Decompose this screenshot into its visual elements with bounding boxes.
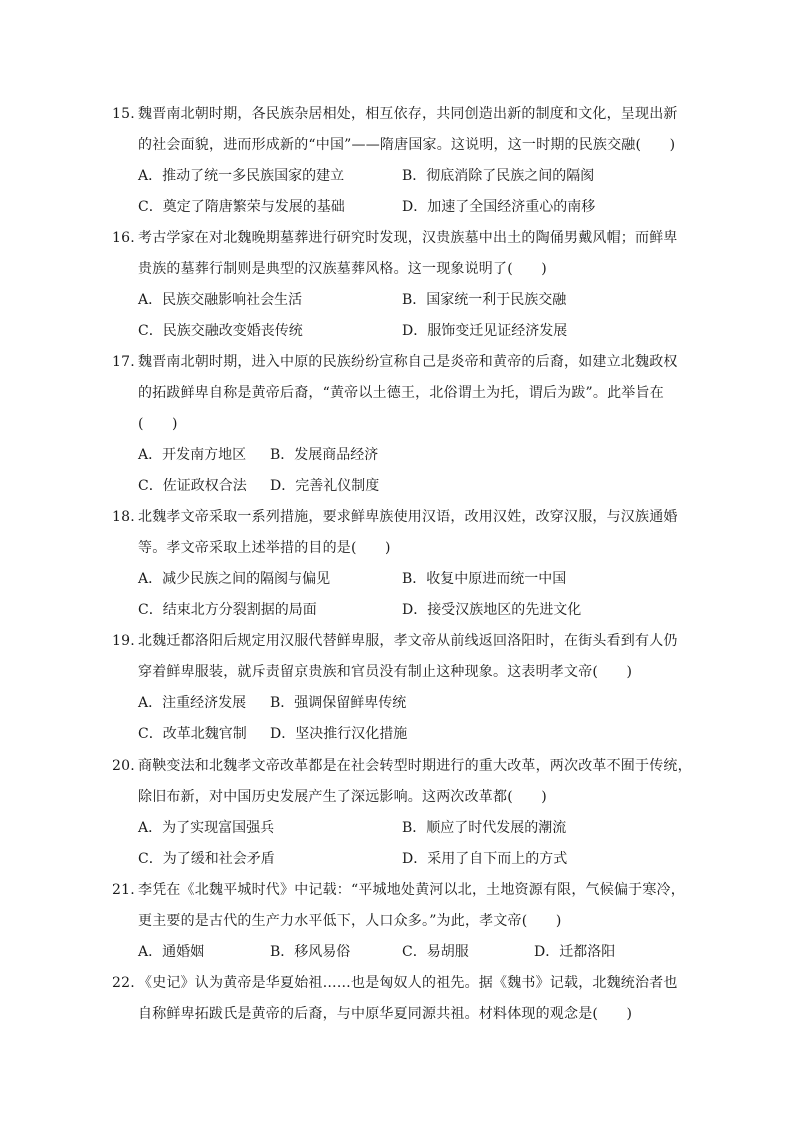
option-a: A．注重经济发展 [138, 695, 247, 711]
question-stem-line: ( ) [138, 416, 178, 432]
question-stem-line: 的拓跋鲜卑自称是黄帝后裔，“黄帝以土德王，北俗谓土为托，谓后为跋”。此举旨在 [138, 385, 664, 401]
option-b: B．国家统一利于民族交融 [402, 292, 567, 308]
question-number: 17. [112, 354, 135, 370]
option-a: A．为了实现富国强兵 [138, 820, 275, 836]
option-b: B．移风易俗 [270, 944, 351, 960]
option-c: C．易胡服 [402, 944, 469, 960]
question-number: 18. [112, 509, 135, 525]
option-b: B．顺应了时代发展的潮流 [402, 820, 567, 836]
question-stem-line: 《史记》认为黄帝是华夏始祖……也是匈奴人的祖先。据《魏书》记载，北魏统治者也 [138, 975, 678, 991]
option-d: D．坚决推行汉化措施 [270, 726, 408, 742]
option-b: B．发展商品经济 [270, 447, 379, 463]
question-stem-line: 自称鲜卑拓跋氏是黄帝的后裔，与中原华夏同源共祖。材料体现的观念是( ) [138, 1006, 633, 1022]
question-number: 19. [112, 633, 135, 649]
question-stem-line: 考古学家在对北魏晚期墓葬进行研究时发现，汉贵族墓中出土的陶俑男戴风帽；而鲜卑 [138, 230, 678, 246]
question-number: 21. [112, 882, 135, 898]
question-stem-line: 李凭在《北魏平城时代》中记载：“平城地处黄河以北，土地资源有限，气候偏于寒冷， [138, 882, 685, 898]
option-c: C．民族交融改变婚丧传统 [138, 323, 303, 339]
question-stem-line: 商鞅变法和北魏孝文帝改革都是在社会转型时期进行的重大改革，两次改革不囿于传统， [138, 758, 692, 774]
question-stem-line: 北魏迁都洛阳后规定用汉服代替鲜卑服，孝文帝从前线返回洛阳时，在街头看到有人仍 [138, 633, 678, 649]
option-d: D．完善礼仪制度 [270, 478, 380, 494]
option-c: C．改革北魏官制 [138, 726, 247, 742]
option-a: A．民族交融影响社会生活 [138, 292, 303, 308]
question-stem-line: 等。孝文帝采取上述举措的目的是( ) [138, 540, 391, 556]
question-stem-line: 更主要的是古代的生产力水平低下，人口众多。”为此，孝文帝( ) [138, 913, 562, 929]
option-a: A．减少民族之间的隔阂与偏见 [138, 571, 331, 587]
question-stem-line: 15. [112, 106, 135, 122]
question-stem-line: 的社会面貌，进而形成新的“中国”——隋唐国家。这说明，这一时期的民族交融( ) [138, 137, 676, 153]
option-d: D．服饰变迁见证经济发展 [402, 323, 568, 339]
question-number: 16. [112, 230, 135, 246]
option-d: D．迁都洛阳 [534, 944, 616, 960]
question-stem-line: 魏晋南北朝时期，各民族杂居相处，相互依存，共同创造出新的制度和文化，呈现出新 [138, 106, 678, 122]
option-b: B．强调保留鲜卑传统 [270, 695, 407, 711]
option-d: D．接受汉族地区的先进文化 [402, 602, 582, 618]
option-b: B．收复中原进而统一中国 [402, 571, 567, 587]
option-c: C．为了缓和社会矛盾 [138, 851, 275, 867]
question-stem-line: 魏晋南北朝时期，进入中原的民族纷纷宣称自己是炎帝和黄帝的后裔，如建立北魏政权 [138, 354, 678, 370]
option-c: C．奠定了隋唐繁荣与发展的基础 [138, 199, 345, 215]
question-number: 20. [112, 758, 135, 774]
option-c: C．结束北方分裂割据的局面 [138, 602, 317, 618]
question-stem-line: 除旧布新，对中国历史发展产生了深远影响。这两次改革都( ) [138, 789, 547, 805]
question-stem-line: 北魏孝文帝采取一系列措施，要求鲜卑族使用汉语，改用汉姓，改穿汉服，与汉族通婚 [138, 509, 678, 525]
option-b: B．彻底消除了民族之间的隔阂 [402, 168, 595, 184]
question-number: 22. [112, 975, 135, 991]
option-c: C．佐证政权合法 [138, 478, 247, 494]
option-d: D．加速了全国经济重心的南移 [402, 199, 596, 215]
option-a: A．通婚姻 [138, 944, 205, 960]
question-stem-line: 穿着鲜卑服装，就斥责留京贵族和官员没有制止这种现象。这表明孝文帝( ) [138, 664, 633, 680]
option-a: A．推动了统一多民族国家的建立 [138, 168, 345, 184]
question-stem-line: 贵族的墓葬行制则是典型的汉族墓葬风格。这一现象说明了( ) [138, 261, 547, 277]
option-a: A．开发南方地区 [138, 447, 247, 463]
option-d: D．采用了自下而上的方式 [402, 851, 568, 867]
